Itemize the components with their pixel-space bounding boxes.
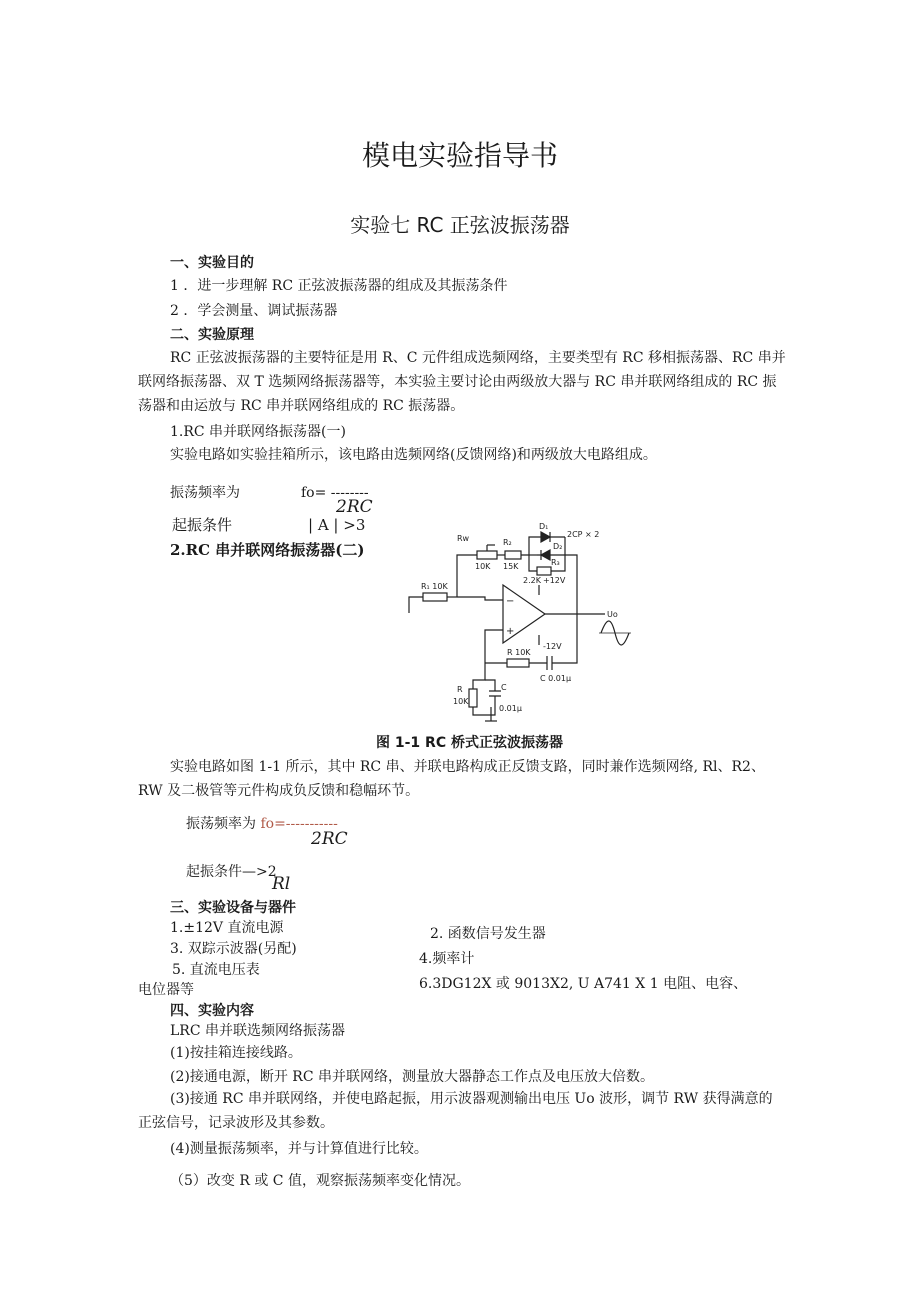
series-r-label: R 10K (507, 648, 531, 657)
content-step-3-text: (3)接通 RC 串并联网络，并使电路起振，用示波器观测输出电压 Uo 波形，调节 RW 获得满意的正弦信号，记录波形及其参数。 (138, 1091, 773, 1131)
equipment-item-3: 3. 双踪示波器(另配) (170, 941, 297, 957)
subsection-1-title: 1.RC 串并联网络振荡器(一) (170, 424, 346, 440)
d1-label: D₁ (539, 522, 549, 531)
start-condition-label: 起振条件 (172, 516, 233, 534)
r2-label: R₂ (503, 538, 512, 547)
frequency-2-formula: fo=----------- (260, 816, 338, 832)
parallel-c-label: C (501, 683, 507, 692)
section-heading-content: 四、实验内容 (170, 1003, 254, 1019)
subsection-1-description: 实验电路如实验挂箱所示，该电路由选频网络(反馈网络)和两级放大电路组成。 (170, 447, 657, 463)
start-condition-2: 起振条件—>2 (186, 864, 277, 880)
equipment-item-5: 5. 直流电压表 (172, 962, 260, 978)
frequency-2-label: 振荡频率为 (186, 816, 261, 832)
plus-sign: + (506, 626, 515, 637)
content-step-1: (1)按挂箱连接线路。 (170, 1045, 302, 1061)
rc-oscillator-circuit (395, 515, 655, 725)
series-resistor (507, 659, 529, 667)
series-c-label: C 0.01μ (540, 674, 572, 683)
frequency-denominator: 2RC (336, 497, 373, 517)
section-heading-purpose: 一、实验目的 (170, 255, 254, 271)
rw-resistor (477, 551, 497, 559)
inverting-wire (457, 597, 503, 600)
content-step-2: (2)接通电源，断开 RC 串并联网络，测量放大器静态工作点及电压放大倍数。 (170, 1069, 654, 1085)
section-heading-equipment: 三、实验设备与器件 (170, 900, 296, 916)
principle-paragraph (138, 346, 786, 418)
equipment-item-2: 2. 函数信号发生器 (430, 926, 546, 942)
document-title: 模电实验指导书 (361, 139, 558, 172)
uo-label: Uo (607, 610, 618, 619)
feedback-right-wire (565, 555, 577, 613)
equipment-item-6-continued: 电位器等 (138, 982, 194, 998)
equipment-item-6: 6.3DG12X 或 9013X2, U A741 X 1 电阻、电容、 (419, 976, 748, 992)
parallel-r-label: R (457, 685, 463, 694)
content-step-3 (138, 1087, 786, 1135)
figure-caption: 图 1-1 RC 桥式正弦波振荡器 (376, 735, 563, 751)
d2-diode (541, 550, 550, 560)
series-capacitor (547, 656, 552, 670)
frequency-2-denominator: 2RC (311, 829, 348, 849)
subsection-2-title: 2.RC 串并联网络振荡器(二) (170, 541, 365, 559)
content-subtitle: LRC 串并联选频网络振荡器 (170, 1023, 345, 1039)
start-condition-2-denominator: Rl (272, 874, 291, 894)
purpose-item-2: 2 ．学会测量、调试振荡器 (170, 303, 338, 319)
non-inverting-wire (485, 630, 503, 663)
parallel-resistor (469, 689, 477, 707)
r2-value: 15K (503, 562, 519, 571)
vneg-label: -12V (543, 642, 562, 651)
vpos-label: +12V (543, 576, 566, 585)
frequency-label: 振荡频率为 (170, 485, 240, 501)
parallel-c-value: 0.01μ (499, 704, 522, 713)
start-condition-value: | A | >3 (308, 516, 366, 534)
r3-value: 2.2K (523, 576, 541, 585)
r1-resistor (423, 593, 447, 601)
frequency-formula: fo= -------- (301, 485, 369, 501)
r3-label: R₃ (551, 558, 560, 567)
diode-note: 2CP × 2 (567, 530, 600, 539)
rw-label: Rw (457, 534, 470, 543)
content-step-4: (4)测量振荡频率，并与计算值进行比较。 (170, 1141, 428, 1157)
principle-paragraph-text: RC 正弦波振荡器的主要特征是用 R、C 元件组成选频网络，主要类型有 RC 移相振荡器、RC 串并联网络振荡器、双 T 选频网络振荡器等，本实验主要讨论由两级放大器与 RC 串并联网络组成的 RC 振荡器和由运放与 RC 串并联网络组成的 RC 振荡器。 (138, 350, 786, 414)
section-heading-principle: 二、实验原理 (170, 327, 254, 343)
equipment-item-1: 1.±12V 直流电源 (170, 920, 284, 936)
parallel-capacitor (489, 691, 501, 696)
content-step-5: （5）改变 R 或 C 值，观察振荡频率变化情况。 (170, 1173, 470, 1189)
rw-value: 10K (475, 562, 491, 571)
minus-sign: − (506, 596, 515, 607)
equipment-item-4: 4.频率计 (419, 951, 475, 967)
d1-diode (541, 532, 550, 542)
circuit-description-paragraph (138, 755, 786, 803)
r3-resistor (537, 567, 551, 575)
r1-label: R₁ 10K (421, 582, 448, 591)
purpose-item-1: 1 ．进一步理解 RC 正弦波振荡器的组成及其振荡条件 (170, 278, 508, 294)
d2-label: D₂ (553, 542, 563, 551)
experiment-title: 实验七 RC 正弦波振荡器 (350, 213, 570, 237)
r2-resistor (505, 551, 521, 559)
circuit-description-text: 实验电路如图 1-1 所示，其中 RC 串、并联电路构成正反馈支路，同时兼作选频网络, Rl、R2、RW 及二极管等元件构成负反馈和稳幅环节。 (138, 759, 765, 799)
parallel-r-value: 10K (453, 697, 469, 706)
input-ground-wire (409, 597, 423, 613)
feedback-left-wire (457, 555, 477, 597)
